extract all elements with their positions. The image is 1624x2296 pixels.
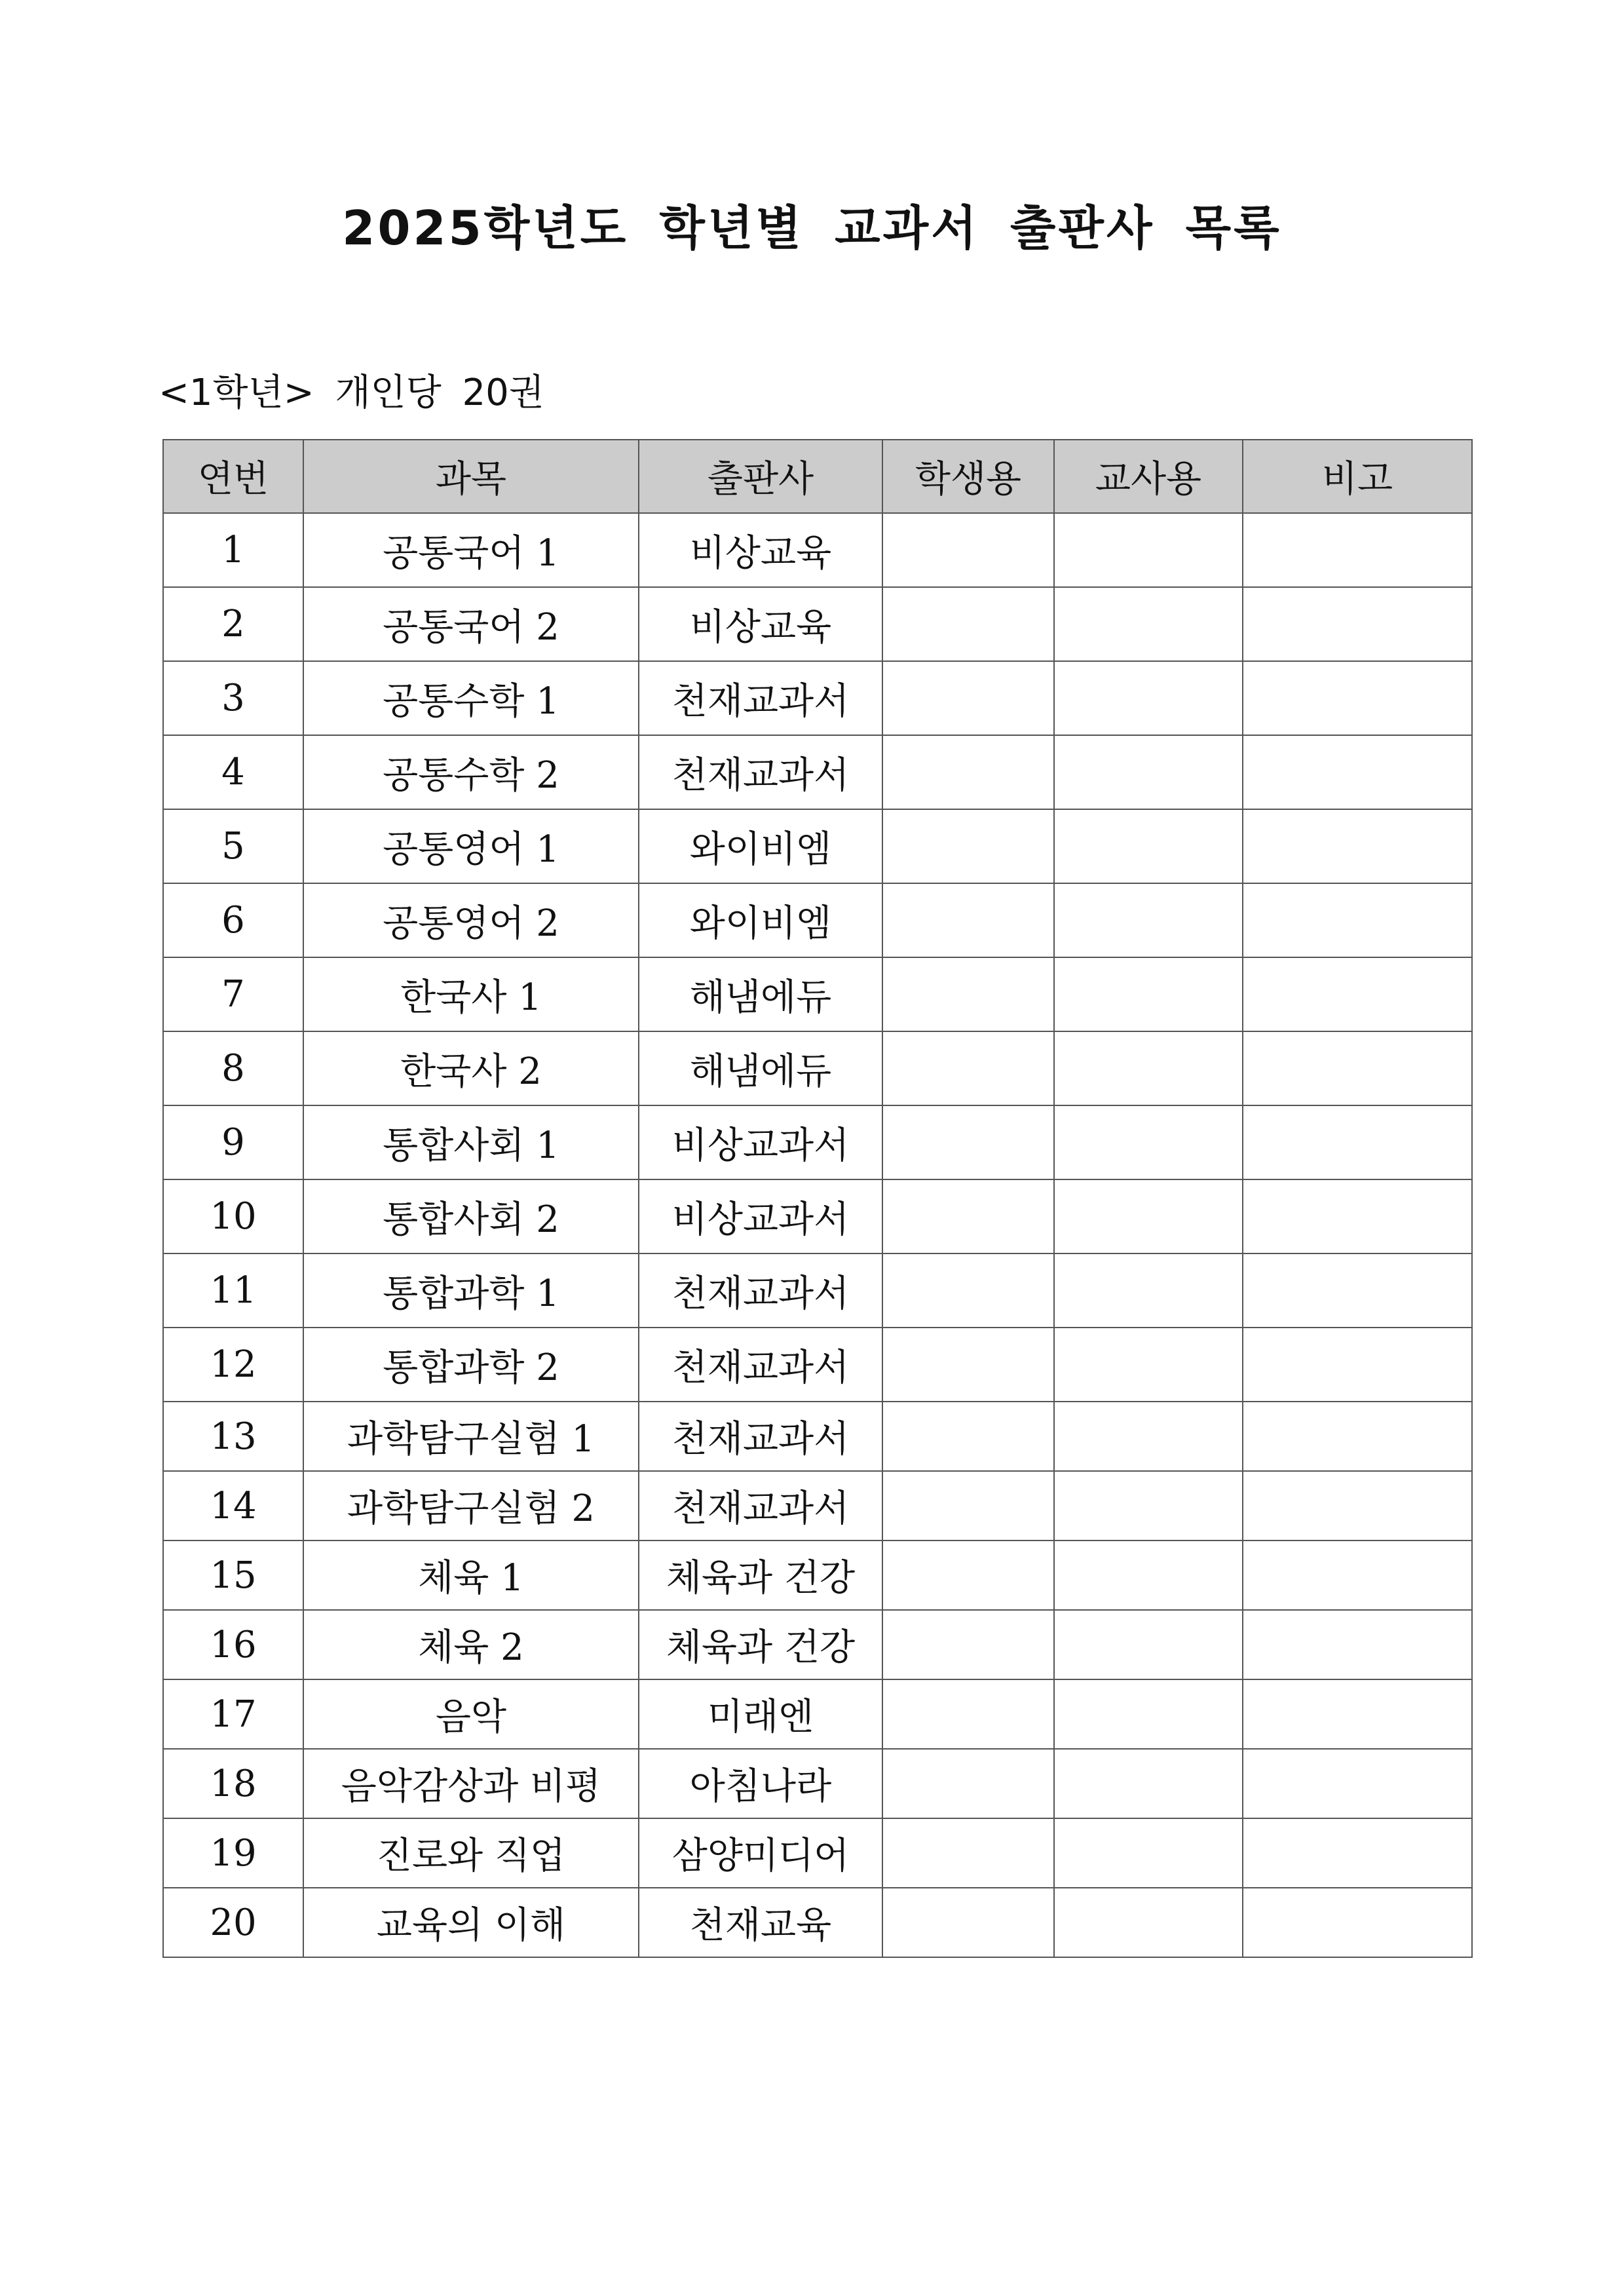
cell-no: 19 xyxy=(163,1818,303,1888)
cell-no: 2 xyxy=(163,587,303,661)
cell-publisher: 비상교과서 xyxy=(639,1179,882,1253)
table-row xyxy=(163,661,1472,735)
cell-publisher: 체육과 건강 xyxy=(639,1610,882,1679)
cell-teacher-copy xyxy=(1054,1402,1243,1471)
cell-subject: 한국사 1 xyxy=(303,957,639,1031)
cell-no: 6 xyxy=(163,883,303,957)
table-row xyxy=(163,1328,1472,1402)
cell-no: 13 xyxy=(163,1402,303,1471)
cell-teacher-copy xyxy=(1054,1610,1243,1679)
cell-subject: 공통국어 1 xyxy=(303,513,639,587)
cell-no: 16 xyxy=(163,1610,303,1679)
cell-no: 20 xyxy=(163,1888,303,1957)
header-subject: 과목 xyxy=(303,440,639,513)
cell-publisher: 미래엔 xyxy=(639,1679,882,1749)
table-row xyxy=(163,1031,1472,1105)
cell-subject: 과학탐구실험 1 xyxy=(303,1402,639,1471)
cell-student-copy xyxy=(882,957,1054,1031)
cell-no: 1 xyxy=(163,513,303,587)
cell-student-copy xyxy=(882,1679,1054,1749)
cell-no: 9 xyxy=(163,1105,303,1179)
cell-note xyxy=(1243,735,1472,809)
cell-student-copy xyxy=(882,587,1054,661)
cell-no: 18 xyxy=(163,1749,303,1818)
cell-no: 11 xyxy=(163,1253,303,1328)
cell-no: 17 xyxy=(163,1679,303,1749)
cell-note xyxy=(1243,1888,1472,1957)
cell-subject: 공통수학 1 xyxy=(303,661,639,735)
cell-publisher: 비상교과서 xyxy=(639,1105,882,1179)
cell-publisher: 와이비엠 xyxy=(639,883,882,957)
cell-teacher-copy xyxy=(1054,1031,1243,1105)
table-row xyxy=(163,1818,1472,1888)
cell-student-copy xyxy=(882,809,1054,883)
cell-teacher-copy xyxy=(1054,1105,1243,1179)
cell-subject: 공통영어 1 xyxy=(303,809,639,883)
cell-note xyxy=(1243,1540,1472,1610)
cell-teacher-copy xyxy=(1054,513,1243,587)
cell-teacher-copy xyxy=(1054,1328,1243,1402)
table-row xyxy=(163,883,1472,957)
page-title: 2025학년도 학년별 교과서 출판사 목록 xyxy=(342,201,1282,256)
textbook-table xyxy=(162,439,1473,1958)
table-row xyxy=(163,1540,1472,1610)
cell-subject: 음악감상과 비평 xyxy=(303,1749,639,1818)
cell-subject: 과학탐구실험 2 xyxy=(303,1471,639,1540)
cell-note xyxy=(1243,883,1472,957)
cell-subject: 교육의 이해 xyxy=(303,1888,639,1957)
table-row xyxy=(163,735,1472,809)
cell-no: 15 xyxy=(163,1540,303,1610)
header-teacher-copy: 교사용 xyxy=(1054,440,1243,513)
cell-teacher-copy xyxy=(1054,883,1243,957)
cell-publisher: 천재교과서 xyxy=(639,735,882,809)
cell-student-copy xyxy=(882,735,1054,809)
table-row xyxy=(163,1179,1472,1253)
cell-no: 10 xyxy=(163,1179,303,1253)
cell-publisher: 비상교육 xyxy=(639,587,882,661)
header-note: 비고 xyxy=(1243,440,1472,513)
table-row xyxy=(163,809,1472,883)
cell-subject: 음악 xyxy=(303,1679,639,1749)
cell-student-copy xyxy=(882,513,1054,587)
cell-publisher: 천재교과서 xyxy=(639,1402,882,1471)
cell-publisher: 천재교과서 xyxy=(639,1328,882,1402)
cell-student-copy xyxy=(882,1179,1054,1253)
table-row xyxy=(163,1105,1472,1179)
cell-note xyxy=(1243,1679,1472,1749)
cell-note xyxy=(1243,1818,1472,1888)
cell-publisher: 천재교과서 xyxy=(639,661,882,735)
table-row xyxy=(163,1610,1472,1679)
cell-teacher-copy xyxy=(1054,809,1243,883)
cell-note xyxy=(1243,1031,1472,1105)
cell-teacher-copy xyxy=(1054,735,1243,809)
cell-note xyxy=(1243,1328,1472,1402)
cell-student-copy xyxy=(882,1610,1054,1679)
table-row xyxy=(163,1253,1472,1328)
table-header xyxy=(163,440,1472,513)
table-row xyxy=(163,957,1472,1031)
cell-teacher-copy xyxy=(1054,1749,1243,1818)
cell-subject: 진로와 직업 xyxy=(303,1818,639,1888)
cell-no: 14 xyxy=(163,1471,303,1540)
cell-publisher: 천재교과서 xyxy=(639,1253,882,1328)
cell-subject: 통합과학 2 xyxy=(303,1328,639,1402)
cell-publisher: 천재교육 xyxy=(639,1888,882,1957)
table-row xyxy=(163,513,1472,587)
cell-note xyxy=(1243,587,1472,661)
cell-subject: 공통국어 2 xyxy=(303,587,639,661)
cell-student-copy xyxy=(882,661,1054,735)
section-label: <1학년> 개인당 20권 xyxy=(159,372,544,414)
cell-student-copy xyxy=(882,1749,1054,1818)
cell-student-copy xyxy=(882,1253,1054,1328)
cell-no: 8 xyxy=(163,1031,303,1105)
cell-publisher: 해냄에듀 xyxy=(639,957,882,1031)
table-row xyxy=(163,1679,1472,1749)
cell-no: 7 xyxy=(163,957,303,1031)
cell-subject: 통합과학 1 xyxy=(303,1253,639,1328)
cell-student-copy xyxy=(882,1471,1054,1540)
cell-subject: 체육 2 xyxy=(303,1610,639,1679)
cell-no: 4 xyxy=(163,735,303,809)
cell-note xyxy=(1243,809,1472,883)
cell-note xyxy=(1243,1610,1472,1679)
cell-publisher: 삼양미디어 xyxy=(639,1818,882,1888)
cell-subject: 체육 1 xyxy=(303,1540,639,1610)
table-row xyxy=(163,1402,1472,1471)
table-row xyxy=(163,587,1472,661)
cell-note xyxy=(1243,957,1472,1031)
cell-student-copy xyxy=(882,1818,1054,1888)
cell-subject: 통합사회 2 xyxy=(303,1179,639,1253)
cell-note xyxy=(1243,1105,1472,1179)
header-publisher: 출판사 xyxy=(639,440,882,513)
cell-note xyxy=(1243,1749,1472,1818)
cell-teacher-copy xyxy=(1054,587,1243,661)
cell-student-copy xyxy=(882,1328,1054,1402)
cell-student-copy xyxy=(882,1402,1054,1471)
cell-publisher: 천재교과서 xyxy=(639,1471,882,1540)
table-body xyxy=(163,513,1472,1957)
cell-no: 12 xyxy=(163,1328,303,1402)
cell-teacher-copy xyxy=(1054,1253,1243,1328)
cell-publisher: 비상교육 xyxy=(639,513,882,587)
table-row xyxy=(163,1471,1472,1540)
cell-note xyxy=(1243,513,1472,587)
cell-student-copy xyxy=(882,1540,1054,1610)
cell-note xyxy=(1243,1471,1472,1540)
cell-student-copy xyxy=(882,1105,1054,1179)
cell-subject: 공통수학 2 xyxy=(303,735,639,809)
cell-note xyxy=(1243,1179,1472,1253)
cell-teacher-copy xyxy=(1054,1471,1243,1540)
cell-teacher-copy xyxy=(1054,1540,1243,1610)
cell-note xyxy=(1243,1253,1472,1328)
header-no: 연번 xyxy=(163,440,303,513)
cell-student-copy xyxy=(882,1888,1054,1957)
cell-publisher: 와이비엠 xyxy=(639,809,882,883)
header-student-copy: 학생용 xyxy=(882,440,1054,513)
cell-note xyxy=(1243,661,1472,735)
cell-publisher: 해냄에듀 xyxy=(639,1031,882,1105)
table-row xyxy=(163,1888,1472,1957)
cell-subject: 한국사 2 xyxy=(303,1031,639,1105)
cell-subject: 공통영어 2 xyxy=(303,883,639,957)
cell-subject: 통합사회 1 xyxy=(303,1105,639,1179)
cell-teacher-copy xyxy=(1054,1818,1243,1888)
cell-student-copy xyxy=(882,883,1054,957)
cell-note xyxy=(1243,1402,1472,1471)
cell-no: 3 xyxy=(163,661,303,735)
cell-student-copy xyxy=(882,1031,1054,1105)
cell-teacher-copy xyxy=(1054,1179,1243,1253)
cell-teacher-copy xyxy=(1054,661,1243,735)
table-row xyxy=(163,1749,1472,1818)
header-row xyxy=(163,440,1472,513)
cell-no: 5 xyxy=(163,809,303,883)
cell-publisher: 아침나라 xyxy=(639,1749,882,1818)
cell-teacher-copy xyxy=(1054,957,1243,1031)
cell-teacher-copy xyxy=(1054,1679,1243,1749)
cell-teacher-copy xyxy=(1054,1888,1243,1957)
cell-publisher: 체육과 건강 xyxy=(639,1540,882,1610)
